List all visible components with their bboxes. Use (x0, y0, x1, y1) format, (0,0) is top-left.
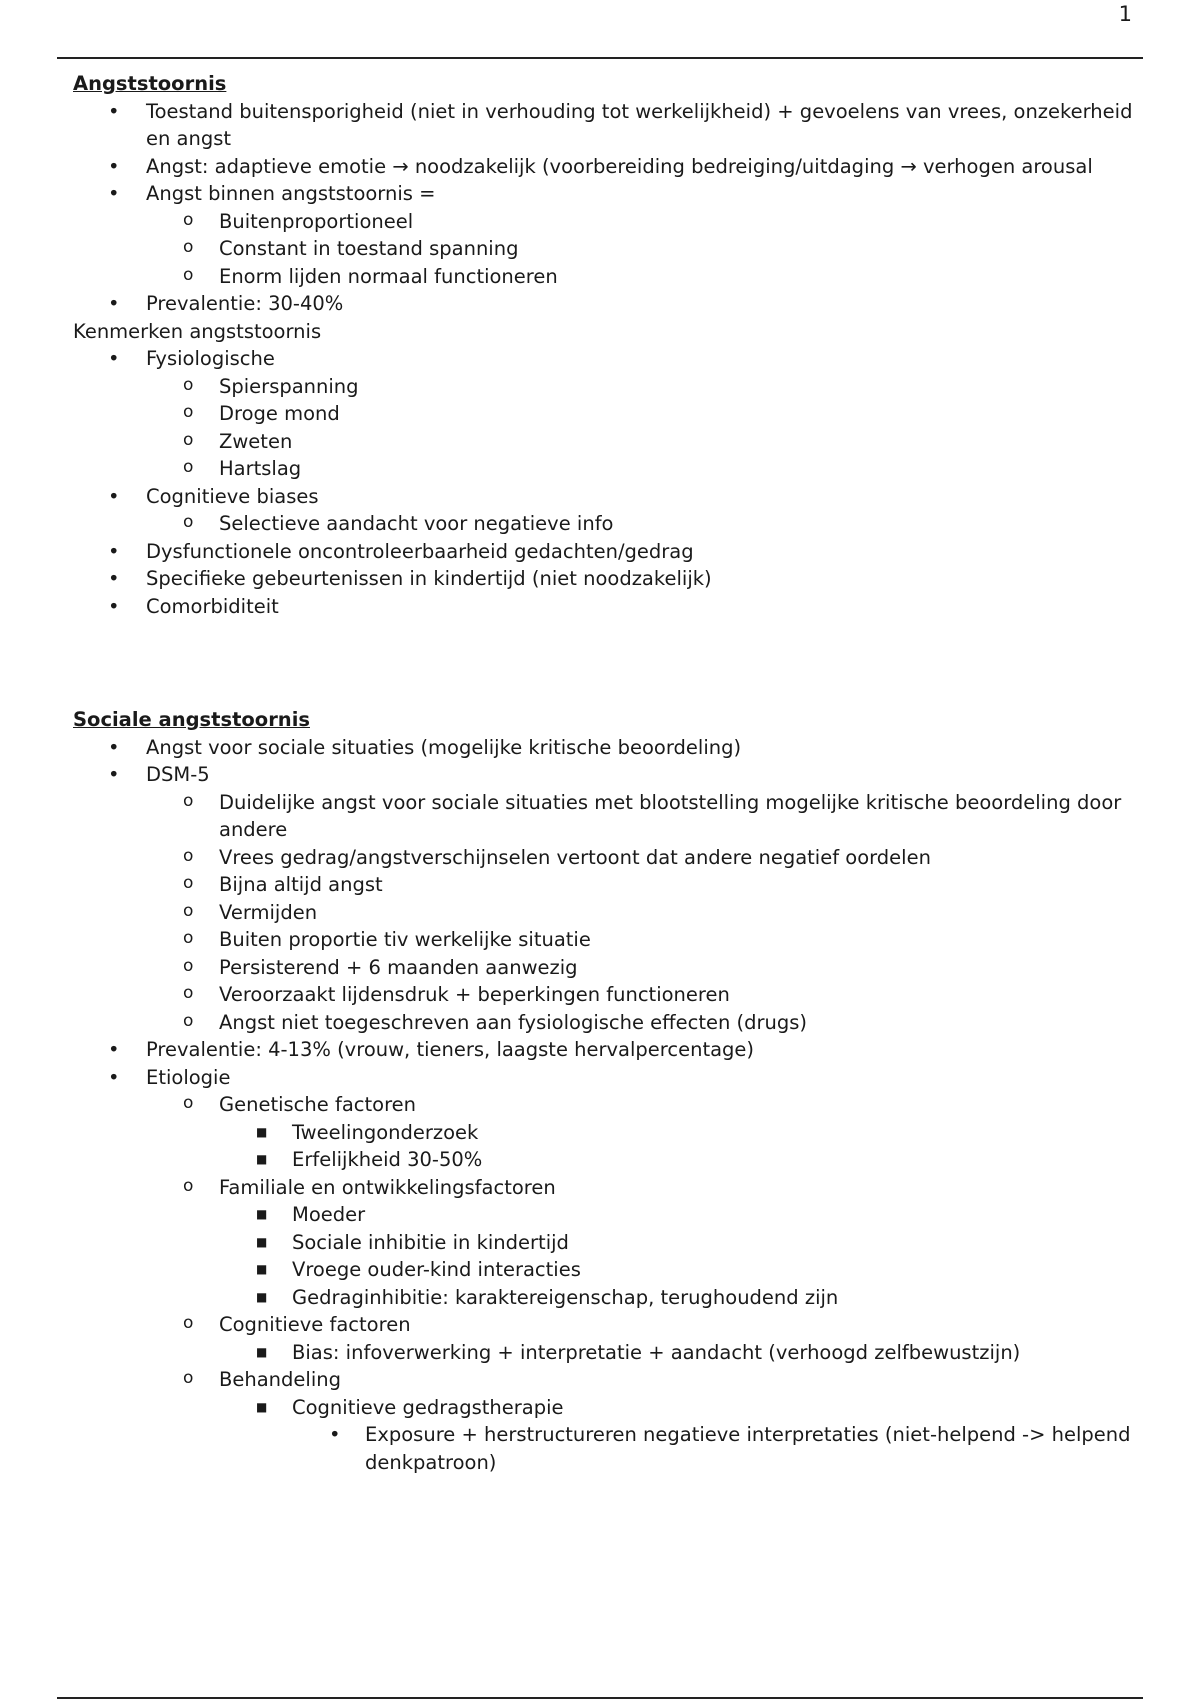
circle-bullet-icon: o (183, 983, 194, 1003)
sub-list-item-text: Selectieve aandacht voor negatieve info (219, 512, 614, 535)
sub-sub-list-item-text: Cognitieve gedragstherapie (292, 1395, 564, 1419)
bullet-icon: • (108, 347, 120, 370)
square-bullet-icon: ■ (256, 1399, 268, 1414)
list-item-text: Dysfunctionele oncontroleerbaarheid gedachten/gedrag (146, 539, 694, 563)
sub-sub-list-item (219, 1201, 1153, 1229)
circle-bullet-icon: o (183, 457, 194, 477)
sub-list (146, 373, 1153, 483)
circle-bullet-icon: o (183, 1093, 194, 1113)
sub-list-item (146, 1009, 1153, 1037)
sub-list-item (146, 235, 1153, 263)
sub-list-item-text: Buiten proportie tiv werkelijke situatie (219, 928, 591, 951)
sub-sub-list-item-text: Gedraginhibitie: karaktereigenschap, terughoudend zijn (292, 1285, 839, 1309)
sub-list-item-text: Behandeling (219, 1368, 341, 1391)
sub-list-item (146, 871, 1153, 899)
sub-list-item-text: Familiale en ontwikkelingsfactoren (219, 1175, 556, 1199)
sub-list-item-text: Bijna altijd angst (219, 873, 383, 896)
sub-list-item-text: Zweten (219, 429, 293, 453)
document-body (73, 70, 1153, 1476)
sub-list-item (146, 954, 1153, 982)
circle-bullet-icon: o (183, 845, 194, 866)
sub-sub-sub-list-item-text: Exposure + herstructureren negatieve interpretaties (niet-helpend -> helpend denkpatroon) (365, 1423, 1131, 1474)
sub-sub-list-item-text: Bias: infoverwerking + interpretatie + aandacht (verhoogd zelfbewustzijn) (292, 1340, 1021, 1364)
sub-list-item (146, 510, 1153, 538)
sub-list-item (146, 373, 1153, 401)
sub-list-item-text: Veroorzaakt lijdensdruk + beperkingen functioneren (219, 983, 730, 1006)
list-item-text: Comorbiditeit (146, 594, 279, 618)
sub-list-item-text: Genetische factoren (219, 1093, 417, 1116)
square-bullet-icon: ■ (256, 1124, 268, 1139)
list-item-text: Specifieke gebeurtenissen in kindertijd (niet noodzakelijk) (146, 567, 712, 590)
sub-list (146, 208, 1153, 291)
circle-bullet-icon: o (183, 429, 194, 450)
circle-bullet-icon: o (183, 790, 194, 811)
circle-bullet-icon: o (183, 264, 194, 285)
circle-bullet-icon: o (183, 402, 194, 422)
sub-list-item-text: Buitenproportioneel (219, 209, 414, 233)
square-bullet-icon: ■ (256, 1344, 268, 1359)
list-item-text: Angst: adaptieve emotie → noodzakelijk (voorbereiding bedreiging/uitdaging → verhogen arousal (146, 154, 1093, 178)
bullet-list (73, 345, 1153, 620)
circle-bullet-icon: o (183, 237, 194, 257)
sub-sub-list-item-text: Moeder (292, 1203, 366, 1226)
circle-bullet-icon: o (183, 928, 194, 948)
list-item (73, 538, 1153, 566)
sub-list-item-text: Enorm lijden normaal functioneren (219, 264, 558, 288)
sub-list-item (146, 1091, 1153, 1174)
sub-sub-list (219, 1339, 1153, 1367)
list-item (73, 593, 1153, 621)
bullet-list (73, 98, 1153, 318)
sub-sub-list-item (219, 1229, 1153, 1257)
sub-list-item (146, 400, 1153, 428)
sub-list-item-text: Angst niet toegeschreven aan fysiologische effecten (drugs) (219, 1010, 808, 1034)
sub-list-item-text: Cognitieve factoren (219, 1313, 411, 1336)
bullet-icon: • (108, 292, 120, 315)
sub-sub-list (219, 1119, 1153, 1174)
sub-list-item (146, 1366, 1153, 1476)
list-item (73, 565, 1153, 593)
sub-sub-sub-list-item (292, 1421, 1153, 1476)
sub-list-item (146, 1174, 1153, 1312)
square-bullet-icon: ■ (256, 1234, 268, 1249)
list-item (73, 290, 1153, 318)
section-title-sociale-angststoornis: Sociale angststoornis (73, 708, 310, 731)
sub-list-item (146, 263, 1153, 291)
sub-list-item-text: Vrees gedrag/angstverschijnselen vertoont dat andere negatief oordelen (219, 845, 931, 869)
circle-bullet-icon: o (183, 955, 194, 976)
circle-bullet-icon: o (183, 1010, 194, 1031)
header-rule (57, 57, 1143, 59)
sub-sub-list-item (219, 1146, 1153, 1174)
list-item-text: Prevalentie: 4-13% (vrouw, tieners, laagste hervalpercentage) (146, 1038, 755, 1061)
bullet-icon: • (108, 539, 120, 563)
bullet-icon: • (108, 1038, 120, 1061)
sub-sub-list (219, 1201, 1153, 1311)
sub-sub-list-item (219, 1394, 1153, 1477)
square-bullet-icon: ■ (256, 1289, 268, 1304)
sub-sub-list-item-text: Sociale inhibitie in kindertijd (292, 1230, 569, 1254)
circle-bullet-icon: o (183, 900, 194, 921)
sub-list-item (146, 455, 1153, 483)
subheading-kenmerken: Kenmerken angststoornis (73, 319, 322, 343)
circle-bullet-icon: o (183, 1368, 194, 1388)
square-bullet-icon: ■ (256, 1262, 268, 1276)
bullet-icon: • (108, 182, 120, 205)
bullet-icon: • (108, 154, 120, 178)
circle-bullet-icon: o (183, 873, 194, 893)
sub-list-item-text: Hartslag (219, 457, 302, 480)
sub-sub-list-item (219, 1256, 1153, 1284)
sub-list-item (146, 208, 1153, 236)
sub-list-item (146, 926, 1153, 954)
circle-bullet-icon: o (183, 209, 194, 230)
sub-list-item-text: Constant in toestand spanning (219, 237, 519, 260)
sub-list-item (146, 899, 1153, 927)
list-item-text: Prevalentie: 30-40% (146, 292, 344, 315)
list-item (73, 1064, 1153, 1477)
sub-sub-list (219, 1394, 1153, 1477)
list-item (73, 1036, 1153, 1064)
bullet-icon: • (108, 99, 120, 123)
circle-bullet-icon: o (183, 1175, 194, 1196)
bullet-icon: • (329, 1423, 341, 1446)
list-item-text: Fysiologische (146, 347, 275, 370)
bullet-icon: • (108, 1065, 120, 1089)
bullet-icon: • (108, 594, 120, 618)
bullet-icon: • (108, 763, 120, 786)
page-number: 1 (1118, 2, 1132, 26)
list-item (73, 180, 1153, 290)
sub-list-item-text: Droge mond (219, 402, 340, 425)
sub-sub-list-item-text: Tweelingonderzoek (292, 1120, 479, 1144)
list-item (73, 153, 1153, 181)
bullet-list (73, 734, 1153, 1477)
bullet-icon: • (108, 735, 120, 759)
sub-sub-list-item (219, 1119, 1153, 1147)
section-title-angststoornis: Angststoornis (73, 72, 227, 95)
square-bullet-icon: ■ (256, 1152, 268, 1166)
sub-list-item-text: Duidelijke angst voor sociale situaties met blootstelling mogelijke kritische beoordeling door andere (219, 790, 1122, 841)
sub-sub-list-item-text: Erfelijkheid 30-50% (292, 1148, 483, 1171)
sub-list-item (146, 428, 1153, 456)
bullet-icon: • (108, 567, 120, 590)
sub-list-item (146, 981, 1153, 1009)
list-item (73, 98, 1153, 153)
sub-list-item-text: Persisterend + 6 maanden aanwezig (219, 955, 578, 979)
list-item-text: Toestand buitensporigheid (niet in verhouding tot werkelijkheid) + gevoelens van vrees, onzekerheid en angst (146, 99, 1133, 150)
list-item (73, 345, 1153, 483)
sub-list-item (146, 844, 1153, 872)
list-item (73, 761, 1153, 1036)
sub-list-item-text: Vermijden (219, 900, 318, 924)
bullet-icon: • (108, 484, 120, 508)
sub-list-item (146, 1311, 1153, 1366)
list-item-text: Angst voor sociale situaties (mogelijke kritische beoordeling) (146, 735, 742, 759)
list-item-text: DSM-5 (146, 763, 210, 786)
circle-bullet-icon: o (183, 374, 194, 395)
circle-bullet-icon: o (183, 512, 194, 532)
circle-bullet-icon: o (183, 1313, 194, 1333)
sub-list-item-text: Spierspanning (219, 374, 359, 398)
sub-list-item (146, 789, 1153, 844)
sub-list (146, 1091, 1153, 1476)
sub-sub-list-item-text: Vroege ouder-kind interacties (292, 1258, 581, 1281)
list-item-text: Angst binnen angststoornis = (146, 182, 436, 205)
list-item (73, 483, 1153, 538)
section-spacer (73, 620, 1153, 706)
footer-rule (57, 1697, 1143, 1699)
sub-sub-list-item (219, 1339, 1153, 1367)
list-item-text: Etiologie (146, 1065, 231, 1089)
sub-sub-sub-list (292, 1421, 1153, 1476)
list-item-text: Cognitieve biases (146, 484, 319, 508)
list-item (73, 734, 1153, 762)
square-bullet-icon: ■ (256, 1207, 268, 1221)
sub-sub-list-item (219, 1284, 1153, 1312)
sub-list (146, 789, 1153, 1037)
sub-list (146, 510, 1153, 538)
